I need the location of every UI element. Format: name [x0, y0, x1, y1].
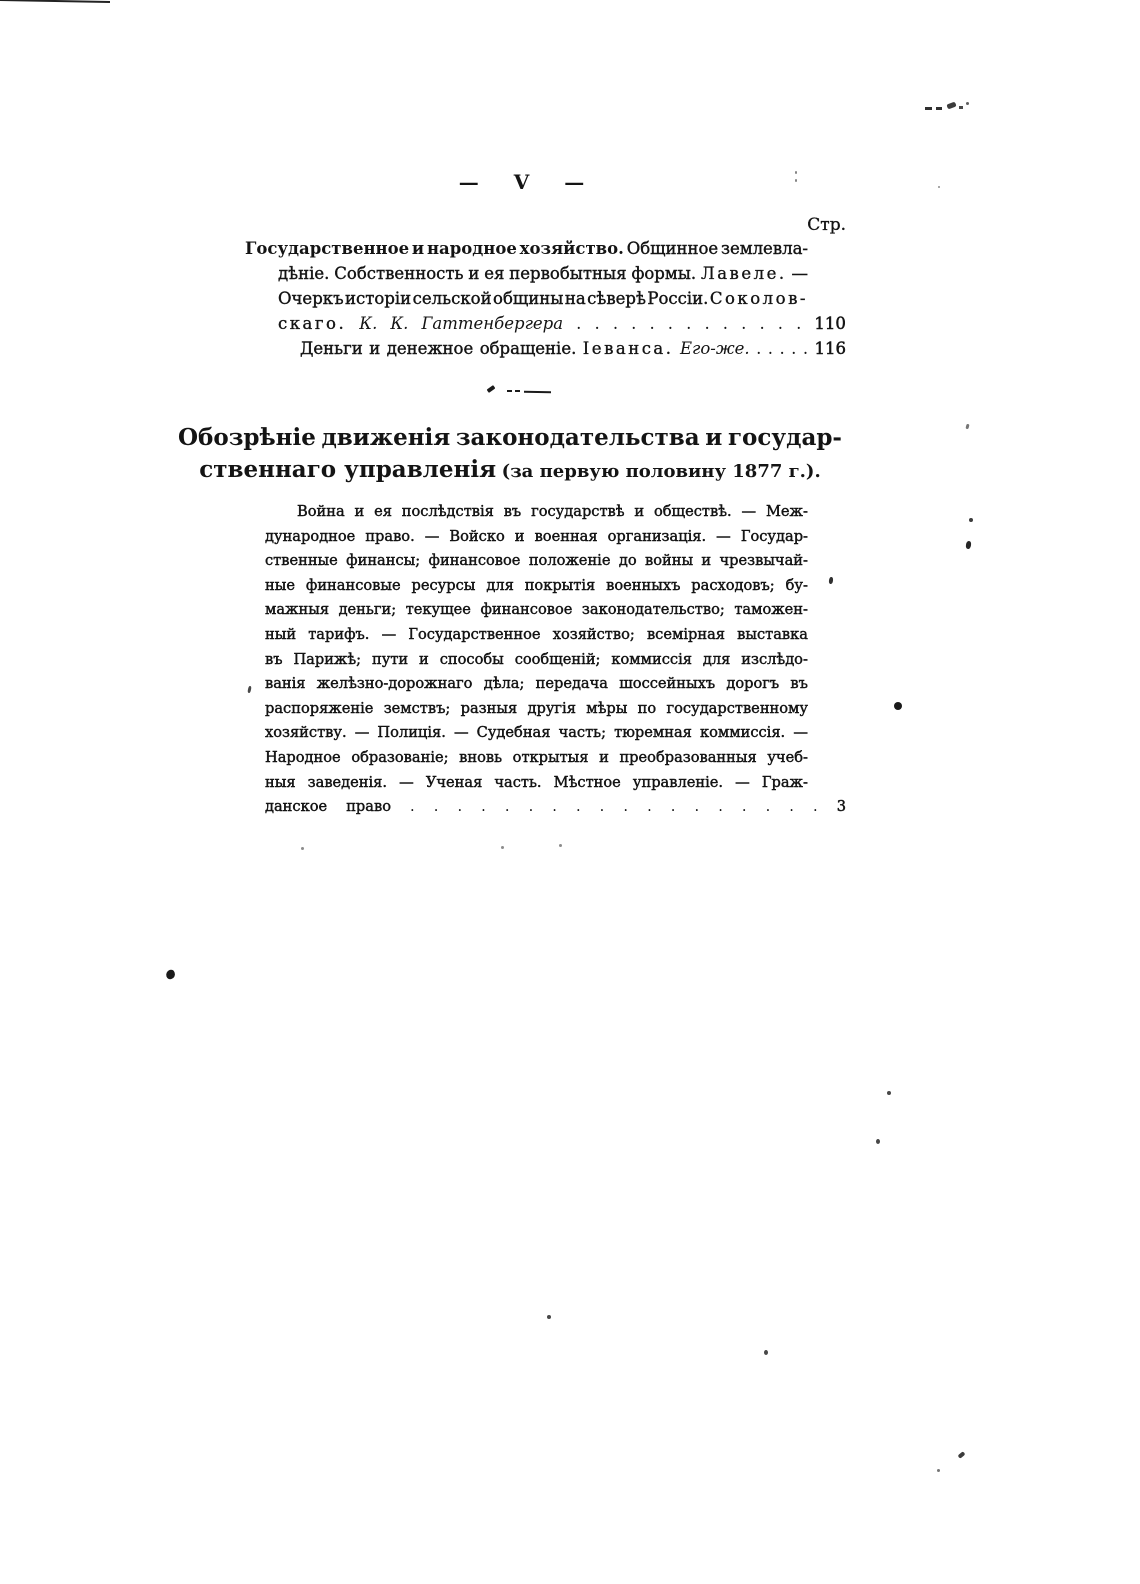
page-ref: 116	[814, 339, 846, 358]
dot-leader-dot: .	[694, 798, 700, 816]
heading-line2-main: ственнаго управленія	[199, 456, 497, 483]
dot-leader-dot: .	[756, 339, 762, 358]
scan-speck	[936, 107, 942, 110]
text-word: всемірная	[646, 625, 725, 643]
text-word: дѣніе.	[278, 264, 330, 283]
text-word: законодательства	[455, 424, 700, 451]
scan-speck	[965, 541, 971, 550]
text-word: —	[424, 527, 440, 545]
paragraph-line	[265, 795, 846, 820]
flourish-dash	[507, 390, 512, 392]
dot-leader-dot: .	[647, 798, 652, 816]
dot-leader-dot: .	[759, 314, 765, 333]
paragraph-line	[265, 721, 808, 746]
text-word: организація.	[607, 527, 707, 545]
text-word: Собственность	[334, 264, 464, 283]
dot-leader-dot: .	[649, 314, 655, 333]
text-word: финансы;	[346, 552, 421, 570]
text-word: денежное	[386, 339, 474, 358]
text-word: въ	[790, 675, 808, 693]
summary-paragraph	[265, 500, 846, 820]
text-word: К.	[359, 314, 378, 333]
text-word: заведенія.	[307, 773, 388, 791]
text-word: выставка	[737, 625, 808, 643]
text-word: въ	[503, 503, 522, 520]
text-word: первобытныя	[509, 264, 627, 283]
text-word: —	[381, 625, 397, 643]
toc-line	[245, 336, 846, 361]
text-word: желѣзно-дорожнаго	[316, 675, 473, 693]
dot-leader-dot: .	[796, 314, 802, 333]
text-word: Государ-	[740, 527, 808, 545]
text-word: часть;	[558, 724, 607, 742]
text-word: право	[346, 798, 391, 816]
text-word: расходовъ;	[691, 576, 775, 594]
text-word: для	[702, 650, 731, 668]
toc-line	[245, 236, 808, 261]
text-word: данское	[265, 798, 328, 816]
dot-leader-dot: .	[552, 798, 557, 816]
text-word: Мѣстное	[553, 773, 621, 791]
text-word: —	[793, 724, 808, 742]
scan-speck	[795, 179, 797, 182]
scan-speck	[501, 846, 504, 849]
text-word: передача	[535, 675, 608, 693]
text-word: Россіи.	[647, 289, 709, 308]
text-word: Его-же.	[679, 339, 750, 358]
text-word: Судебная	[476, 724, 551, 742]
paragraph-line	[265, 771, 808, 796]
text-word: —	[735, 773, 750, 791]
scan-speck	[958, 1451, 966, 1459]
scan-speck	[925, 107, 932, 110]
text-word: Іеванса.	[582, 339, 674, 358]
dot-leader-dot: .	[779, 339, 785, 358]
dot-leader-dot: .	[741, 798, 747, 816]
scan-speck	[969, 518, 973, 522]
text-word: Граж-	[761, 773, 808, 791]
dot-leader-dot: .	[802, 339, 809, 358]
text-word: способы	[439, 650, 504, 668]
paragraph-line	[265, 598, 808, 623]
text-word: войны	[644, 552, 694, 570]
flourish-dash	[524, 391, 551, 393]
text-word: распоряженіе	[265, 699, 374, 717]
text-word: государствѣ	[531, 503, 625, 520]
text-word: финансовое	[480, 601, 573, 619]
text-word: военная	[534, 527, 598, 545]
text-word: и	[701, 552, 712, 570]
scan-speck	[966, 102, 969, 105]
section-heading	[178, 424, 842, 487]
text-word: чрезвычай-	[719, 552, 808, 570]
flourish-dash	[515, 390, 520, 392]
text-word: учеб-	[767, 748, 808, 766]
toc-block	[245, 236, 846, 361]
text-word: Деньги	[300, 339, 363, 358]
paragraph-line	[265, 525, 808, 550]
dot-leader-dot: .	[576, 314, 582, 333]
dot-leader-dot: .	[504, 798, 510, 816]
text-word: движенія	[321, 424, 451, 451]
text-word: формы.	[631, 264, 697, 283]
text-word: и	[514, 527, 525, 545]
dot-leader-dot: .	[813, 798, 818, 816]
text-word: хозяйство;	[552, 625, 635, 643]
text-word: Соколов-	[709, 289, 808, 308]
dot-leader-dot: .	[575, 798, 581, 816]
text-word: бу-	[785, 576, 808, 594]
text-word: Гаттенбергера	[421, 314, 564, 333]
text-word: дународное	[265, 527, 356, 545]
text-word: Ученая	[425, 773, 483, 791]
toc-line	[245, 261, 808, 286]
text-word: коммиссія.	[700, 724, 786, 742]
scan-speck	[937, 1469, 940, 1472]
dot-leader-dot: .	[457, 798, 463, 816]
text-word: Обозрѣніе	[178, 424, 316, 451]
separator-rule	[0, 0, 110, 3]
text-word: общины	[493, 289, 564, 308]
text-word: хозяйству.	[265, 724, 347, 742]
text-word: —	[399, 773, 414, 791]
text-word: дорогъ	[726, 675, 780, 693]
paragraph-line	[265, 648, 808, 673]
dot-leader-dot: .	[433, 798, 439, 816]
dot-leader-dot: .	[670, 798, 676, 816]
text-word: ея	[484, 264, 505, 283]
dot-leader-dot: .	[789, 798, 794, 816]
dot-leader-dot: .	[528, 798, 534, 816]
text-word: ные	[265, 576, 295, 594]
text-word: и	[468, 264, 480, 283]
text-word: преобразованныя	[619, 748, 757, 766]
text-word: и	[705, 424, 723, 451]
text-word: мажныя	[265, 601, 330, 619]
text-word: положеніе	[528, 552, 611, 570]
scan-speck	[938, 186, 940, 188]
dot-leader-dot: .	[667, 314, 674, 333]
text-word: покрытія	[524, 576, 596, 594]
text-word: и	[411, 239, 425, 258]
dot-leader-dot: .	[741, 314, 747, 333]
text-word: Лавеле.	[700, 264, 787, 283]
text-word: изслѣдо-	[741, 650, 808, 668]
text-word: дѣла;	[483, 675, 525, 693]
scan-speck	[887, 1091, 891, 1095]
text-word: таможен-	[734, 601, 808, 619]
text-word: Полиція.	[377, 724, 446, 742]
text-word: К.	[390, 314, 409, 333]
heading-line-1	[178, 424, 842, 451]
dot-leader-dot: .	[599, 798, 605, 816]
page-number-header: — V —	[458, 170, 586, 194]
text-word: финансовые	[305, 576, 401, 594]
text-word: Война	[297, 503, 345, 520]
text-word: мѣры	[586, 699, 628, 717]
text-word: часть.	[494, 773, 542, 791]
dot-leader-dot: .	[410, 798, 415, 816]
text-word: и	[599, 748, 609, 766]
text-word: ресурсы	[411, 576, 476, 594]
heading-line-2	[178, 453, 842, 487]
text-word: и	[634, 503, 645, 520]
dot-leader-dot: .	[623, 798, 629, 816]
text-word: Государственное	[245, 239, 410, 258]
text-word: ея	[374, 503, 392, 520]
text-word: скаго.	[278, 314, 347, 333]
text-word: землевла-	[720, 239, 808, 258]
text-word: и	[419, 650, 429, 668]
text-word: текущее	[405, 601, 471, 619]
text-word: послѣдствія	[401, 503, 494, 520]
text-word: тарифъ.	[308, 625, 370, 643]
page-column-label: Стр.	[807, 215, 846, 235]
text-word: ственные	[265, 552, 338, 570]
text-word: коммиссія	[611, 650, 692, 668]
text-word: шоссейныхъ	[619, 675, 716, 693]
scan-speck	[946, 102, 956, 110]
text-word: тюремная	[614, 724, 692, 742]
scan-speck	[894, 702, 902, 710]
text-word: для	[486, 576, 514, 594]
toc-line	[245, 311, 846, 336]
text-word: —	[354, 724, 370, 742]
text-word: Войско	[449, 527, 505, 545]
text-word: обществѣ.	[653, 503, 732, 520]
paragraph-line	[265, 500, 808, 525]
scan-speck	[301, 847, 304, 850]
text-word: —	[453, 724, 469, 742]
paragraph-line	[265, 549, 808, 574]
dot-leader-dot: .	[765, 798, 771, 816]
text-word: законодательство;	[581, 601, 725, 619]
paragraph-line	[265, 623, 808, 648]
text-word: сельской	[412, 289, 492, 308]
text-word: пути	[372, 650, 409, 668]
paragraph-line	[265, 672, 808, 697]
text-word: образованіе;	[351, 748, 449, 766]
heading-line	[178, 424, 842, 451]
text-word: военныхъ	[606, 576, 681, 594]
dot-leader-dot: .	[767, 339, 773, 358]
paragraph-line	[265, 697, 808, 722]
scan-speck	[559, 844, 562, 847]
scan-speck	[764, 1350, 768, 1355]
dot-leader-dot: .	[686, 314, 692, 333]
text-word: вновь	[459, 748, 503, 766]
text-word: сѣверѣ	[587, 289, 646, 308]
text-word: Государственное	[408, 625, 541, 643]
text-word: ныя	[265, 773, 296, 791]
scan-speck	[547, 1315, 551, 1319]
scan-speck	[795, 171, 797, 174]
dot-leader-dot: .	[791, 339, 797, 358]
flourish-tick	[487, 385, 496, 393]
page-ref: 3	[836, 798, 846, 816]
dot-leader-dot: .	[631, 314, 637, 333]
dot-leader-dot: .	[612, 314, 619, 333]
text-word: ный	[265, 625, 297, 643]
dot-leader-dot: .	[594, 314, 600, 333]
text-word: разныя	[460, 699, 518, 717]
text-word: до	[618, 552, 637, 570]
text-word: —	[741, 503, 757, 520]
text-word: право.	[365, 527, 415, 545]
text-word: по	[637, 699, 657, 717]
paragraph-line	[265, 746, 808, 771]
dot-leader-dot: .	[777, 314, 784, 333]
text-word: ванія	[265, 675, 306, 693]
text-word: сообщеній;	[514, 650, 601, 668]
text-word: исторіи	[345, 289, 412, 308]
text-word: государственному	[666, 699, 808, 717]
scan-speck	[247, 686, 251, 693]
text-word: въ	[265, 650, 283, 668]
text-word: —	[791, 264, 808, 283]
paragraph-line	[265, 574, 808, 599]
text-word: деньги;	[338, 601, 397, 619]
text-word: Общинное	[626, 239, 719, 258]
text-word: земствъ;	[383, 699, 451, 717]
scan-speck	[965, 424, 969, 430]
text-word: государ-	[727, 424, 842, 451]
text-word: Меж-	[765, 503, 808, 520]
text-word: открытыя	[512, 748, 589, 766]
text-word: обращеніе.	[479, 339, 577, 358]
text-word: и	[369, 339, 381, 358]
scan-speck	[876, 1139, 880, 1144]
text-word: хозяйство.	[519, 239, 624, 258]
dot-leader-dot: .	[481, 798, 486, 816]
text-word: Парижѣ;	[293, 650, 362, 668]
text-word: финансовое	[428, 552, 521, 570]
scan-speck	[959, 106, 963, 109]
text-word: и	[354, 503, 365, 520]
text-word: Народное	[265, 748, 341, 766]
text-word: другія	[527, 699, 576, 717]
text-word: управленіе.	[632, 773, 724, 791]
text-word: —	[716, 527, 731, 545]
toc-line	[245, 286, 808, 311]
dot-leader-dot: .	[718, 798, 723, 816]
dot-leader-dot: .	[722, 314, 729, 333]
heading-line2-paren: (за первую половину 1877 г.).	[501, 461, 821, 482]
scan-speck	[165, 969, 177, 981]
page-ref: 110	[814, 314, 846, 333]
text-word: Очеркъ	[278, 289, 344, 308]
text-word: на	[564, 289, 586, 308]
dot-leader-dot: .	[704, 314, 710, 333]
text-word: народное	[426, 239, 517, 258]
